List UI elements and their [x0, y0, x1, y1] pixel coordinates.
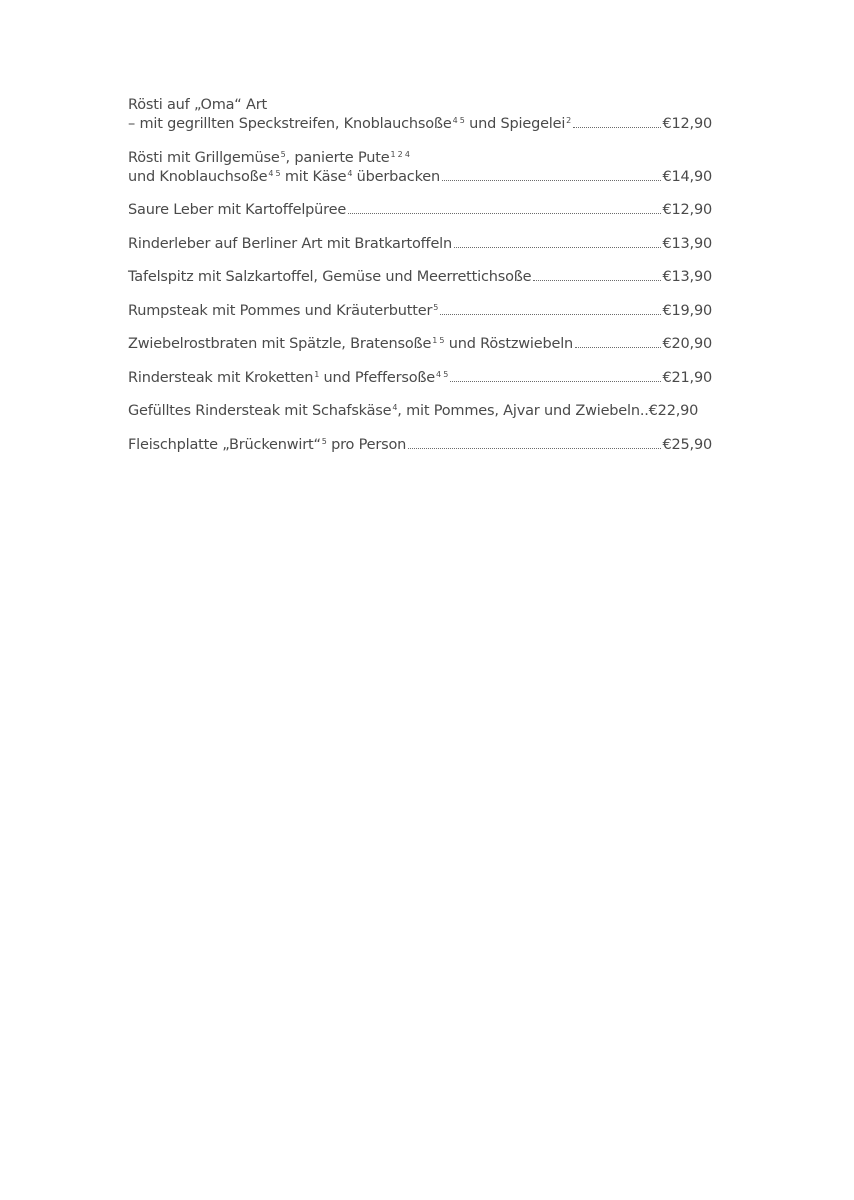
- item-price: €14,90: [662, 168, 712, 185]
- menu-item-zwiebelrostbraten: [128, 335, 712, 354]
- item-text: und Knoblauchsoße: [128, 168, 268, 185]
- item-price: €20,90: [662, 336, 712, 352]
- item-text: , panierte Pute: [285, 149, 390, 166]
- item-description: Saure Leber mit Kartoffelpüree: [128, 202, 347, 218]
- item-description: Tafelspitz mit Salzkartoffel, Gemüse und Meerrettichsoße: [128, 269, 532, 285]
- item-description: [128, 115, 571, 134]
- item-text: Rumpsteak mit Pommes und Kräuterbutter: [128, 302, 433, 319]
- allergen-note: 1 2 4: [390, 149, 410, 159]
- item-description: [128, 302, 438, 321]
- menu-item-roesti-oma: [128, 96, 712, 134]
- allergen-note: 4 5: [436, 369, 449, 379]
- item-title-line: [128, 149, 712, 168]
- allergen-note: 4: [347, 168, 353, 178]
- item-row: [128, 402, 712, 421]
- item-text: und Spiegelei: [464, 116, 566, 132]
- item-text: Rindersteak mit Kroketten: [128, 369, 314, 386]
- item-row: [128, 302, 712, 321]
- item-text: , mit Pommes, Ajvar und Zwiebeln..: [397, 403, 649, 419]
- menu-item-tafelspitz: [128, 268, 712, 287]
- item-text: – mit gegrillten Speckstreifen, Knoblauchsoße: [128, 116, 452, 132]
- item-text: Fleischplatte „Brückenwirt“: [128, 436, 321, 453]
- item-price: €13,90: [662, 269, 712, 285]
- item-description: Rinderleber auf Berliner Art mit Bratkartoffeln: [128, 235, 452, 252]
- menu-item-fleischplatte: [128, 436, 712, 455]
- item-price: €25,90: [662, 436, 712, 453]
- item-description: [128, 335, 573, 354]
- menu-item-rumpsteak: [128, 302, 712, 321]
- allergen-note: 5: [321, 436, 327, 446]
- menu-item-saure-leber: [128, 201, 712, 220]
- item-description: [128, 168, 440, 187]
- item-price: €12,90: [662, 202, 712, 218]
- item-row: [128, 436, 712, 455]
- item-row: [128, 201, 712, 220]
- item-text: Gefülltes Rindersteak mit Schafskäse: [128, 403, 392, 419]
- allergen-note: 4: [392, 403, 398, 412]
- dot-leader: [408, 448, 661, 449]
- allergen-note: 1: [314, 369, 320, 379]
- allergen-note: 1 5: [432, 336, 445, 345]
- item-text: Zwiebelrostbraten mit Spätzle, Bratensoße: [128, 336, 432, 352]
- item-price: €21,90: [662, 369, 712, 386]
- item-description: [128, 402, 649, 421]
- dot-leader: [442, 180, 661, 181]
- allergen-note: 5: [433, 302, 439, 312]
- item-text: überbacken: [352, 168, 440, 185]
- allergen-note: 2: [566, 116, 572, 125]
- item-text: und Pfeffersoße: [319, 369, 436, 386]
- item-price: €13,90: [662, 235, 712, 252]
- dot-leader: [573, 127, 661, 128]
- item-row: [128, 168, 712, 187]
- item-text: Rösti mit Grillgemüse: [128, 149, 280, 166]
- allergen-note: 4 5: [268, 168, 281, 178]
- item-text: und Röstzwiebeln: [444, 336, 574, 352]
- item-text: mit Käse: [280, 168, 347, 185]
- item-row: [128, 235, 712, 254]
- item-price: €12,90: [662, 116, 712, 132]
- item-row: [128, 115, 712, 134]
- dot-leader: [450, 381, 661, 382]
- dot-leader: [575, 347, 661, 348]
- menu-item-rindersteak: [128, 369, 712, 388]
- allergen-note: 4 5: [452, 116, 465, 125]
- menu-item-gefuelltes-rindersteak: [128, 402, 712, 421]
- item-row: [128, 369, 712, 388]
- dot-leader: [454, 247, 661, 248]
- item-price: €22,90: [648, 403, 699, 419]
- dot-leader: [348, 213, 661, 214]
- item-row: [128, 335, 712, 354]
- item-description: [128, 369, 448, 388]
- item-text: pro Person: [326, 436, 407, 453]
- item-description: [128, 436, 406, 455]
- dot-leader: [440, 314, 661, 315]
- menu-list: [128, 96, 712, 469]
- item-row: [128, 268, 712, 287]
- dot-leader: [533, 280, 661, 281]
- allergen-note: 5: [280, 149, 286, 159]
- item-price: €19,90: [662, 302, 712, 319]
- item-title-line: Rösti auf „Oma“ Art: [128, 97, 267, 113]
- menu-item-rinderleber: [128, 235, 712, 254]
- menu-item-roesti-grillgemuese: [128, 149, 712, 187]
